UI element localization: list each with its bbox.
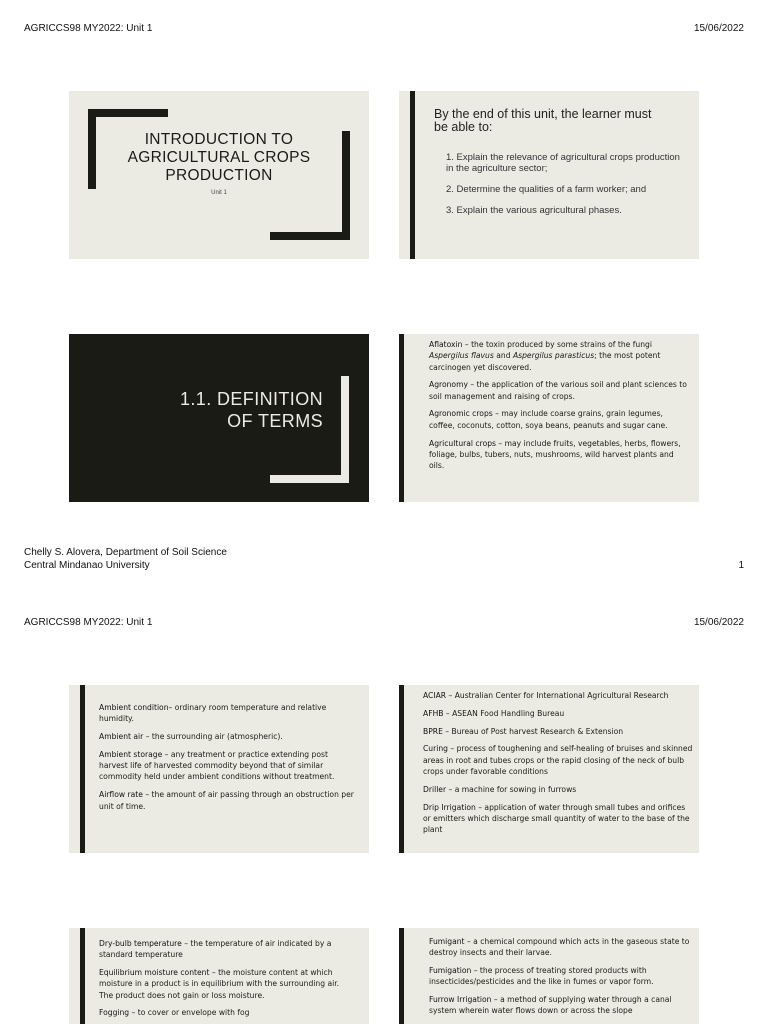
- terms-slide-4: [69, 928, 369, 1024]
- term-definition: – the toxin produced by some strains of the fungi: [462, 340, 652, 349]
- terms-slide-5: [399, 928, 699, 1024]
- term-item: [429, 936, 691, 959]
- slide-title-line3: PRODUCTION: [165, 167, 273, 184]
- term-name: Ambient condition: [99, 703, 169, 712]
- objectives-list: [446, 152, 681, 226]
- term-item: [99, 789, 354, 812]
- definition-slide: [69, 334, 369, 502]
- term-definition: and: [493, 351, 513, 361]
- terms-slide-2: [69, 685, 369, 853]
- term-item: [99, 1007, 354, 1018]
- term-name: Dry-bulb temperature: [99, 939, 182, 948]
- term-name: Airflow rate: [99, 790, 143, 800]
- slide-accent-bar: [80, 928, 85, 1024]
- term-item: [429, 994, 691, 1017]
- term-definition: – Australian Center for International Agricultural Research: [446, 691, 669, 700]
- term-definition: – Bureau of Post harvest Research & Extension: [442, 726, 624, 736]
- frame-horizontal-light: [270, 475, 349, 483]
- objective-item: 3. Explain the various agricultural phases.: [446, 205, 622, 216]
- term-definition: – to cover or envelope with fog: [129, 1008, 250, 1018]
- term-definition: – application of water through small tubes and orifices or emitters which discharge small quantity of water to the base of the plant: [423, 802, 690, 835]
- term-name: Agricultural crops: [429, 438, 496, 448]
- title-slide: [69, 91, 369, 259]
- term-name: Fumigant: [429, 937, 465, 946]
- term-name: Furrow Irrigation: [429, 995, 492, 1005]
- term-definition: – a chemical compound which acts in the gaseous state to destroy insects and their larvae.: [429, 937, 690, 958]
- term-italic: Aspergilus flavus: [429, 351, 494, 361]
- term-item: [429, 438, 691, 472]
- slide-title-line1: INTRODUCTION TO: [144, 131, 294, 148]
- term-definition: – the amount of air passing through an obstruction per unit of time.: [99, 790, 354, 811]
- term-definition: – the temperature of air indicated by a standard temperature: [99, 939, 332, 960]
- objectives-slide: [399, 91, 699, 259]
- term-definition: – a machine for sowing in furrows: [446, 784, 577, 794]
- term-name: Equilibrium moisture content: [99, 968, 210, 978]
- term-definition: – ASEAN Food Handling Bureau: [443, 708, 565, 718]
- terms-list: [99, 702, 354, 818]
- term-item: [99, 749, 354, 783]
- term-definition: ; the most potent carcinogen yet discovered.: [429, 351, 661, 372]
- frame-bottom-right-horizontal: [270, 232, 350, 240]
- term-definition: – may include coarse grains, grain legumes, coffee, coconuts, cotton, soya beans, peanuts and sugar cane.: [429, 409, 668, 430]
- term-name: Driller: [423, 784, 447, 794]
- term-item: [99, 938, 354, 961]
- objective-item: 1. Explain the relevance of agricultural crops production in the agriculture sector;: [446, 152, 680, 174]
- page1-footer-institution: Central Mindanao University: [24, 560, 150, 571]
- term-name: Agronomy: [429, 380, 468, 390]
- terms-list: [429, 936, 691, 1023]
- term-item: [423, 726, 695, 737]
- page1-header-left: AGRICCS98 MY2022: Unit 1: [24, 23, 153, 34]
- page2-header-left: AGRICCS98 MY2022: Unit 1: [24, 617, 153, 628]
- term-item: [429, 408, 691, 431]
- definition-title-line2: OF TERMS: [227, 411, 323, 431]
- term-definition: – the surrounding air (atmospheric).: [143, 732, 283, 742]
- term-definition: – a method of supplying water through a canal system wherein water flows down or across the slope: [429, 995, 672, 1016]
- term-item: [99, 967, 354, 1001]
- page1-footer-author: Chelly S. Alovera, Department of Soil Science: [24, 547, 227, 558]
- term-item: [423, 743, 695, 777]
- terms-slide-3: [399, 685, 699, 853]
- term-definition: – process of toughening and self-healing of bruises and skinned areas in root and tubes crops or the rapid closing of the neck of bulb crops under favorable conditions: [423, 744, 693, 776]
- slide-subtitle: Unit 1: [211, 190, 227, 196]
- slide-accent-bar: [399, 928, 404, 1024]
- term-name: Ambient storage: [99, 749, 163, 759]
- page1-header-right: 15/06/2022: [693, 23, 744, 34]
- term-name: Curing: [423, 744, 448, 754]
- slide-accent-bar: [410, 91, 415, 259]
- term-item: [423, 784, 695, 795]
- term-definition: – the application of the various soil and plant sciences to soil management and raising of crops.: [429, 380, 687, 401]
- frame-vertical-light: [341, 376, 349, 483]
- page-number: 1: [738, 560, 744, 571]
- term-name: Ambient air: [99, 732, 144, 742]
- term-name: Aflatoxin: [429, 340, 463, 349]
- term-name: Fumigation: [429, 966, 472, 976]
- objectives-heading: By the end of this unit, the learner must be able to:: [434, 107, 652, 134]
- term-name: BPRE: [423, 726, 443, 736]
- definition-title: [180, 388, 323, 432]
- slide-accent-bar: [399, 685, 404, 853]
- term-definition: – the process of treating stored products with insecticides/pesticides and the like in fumes or vapor form.: [429, 966, 654, 987]
- term-item: [99, 702, 354, 725]
- slide-title-line2: AGRICULTURAL CROPS: [127, 149, 311, 166]
- term-item: [429, 339, 691, 373]
- terms-slide-1: [399, 334, 699, 502]
- term-name: Agronomic crops: [429, 409, 493, 419]
- term-item: [423, 708, 695, 719]
- terms-list: [429, 339, 691, 478]
- term-item: [423, 690, 695, 701]
- term-italic: Aspergilus parasticus: [512, 351, 595, 361]
- slide-title: [69, 131, 369, 185]
- slide-accent-bar: [399, 334, 404, 502]
- term-name: ACIAR: [423, 691, 447, 700]
- definition-title-line1: 1.1. DEFINITION: [179, 389, 323, 409]
- objective-item: 2. Determine the qualities of a farm worker; and: [446, 184, 647, 195]
- term-item: [429, 965, 691, 988]
- term-name: Drip Irrigation: [423, 802, 476, 812]
- term-name: AFHB: [423, 708, 444, 718]
- slide-accent-bar: [80, 685, 85, 853]
- term-definition: – ordinary room temperature and relative humidity.: [99, 703, 327, 724]
- term-item: [429, 379, 691, 402]
- frame-top-left-horizontal: [88, 109, 168, 117]
- term-name: Fogging: [99, 1008, 130, 1018]
- terms-list: [423, 690, 695, 842]
- term-definition: – may include fruits, vegetables, herbs, flowers, foliage, bulbs, tubers, nuts, mushrooms, wild harvest plants and oils.: [429, 438, 681, 471]
- term-item: [423, 802, 695, 836]
- term-definition: – the moisture content at which moisture in a product is in equilibrium with the surrounding air. The product does not gain or loss moisture.: [99, 968, 340, 1000]
- term-definition: – any treatment or practice extending post harvest life of harvested commodity beyond that of similar commodity held under ambient conditions without treatment.: [99, 749, 335, 782]
- page2-header-right: 15/06/2022: [693, 617, 744, 628]
- term-item: [99, 731, 354, 742]
- terms-list: [99, 938, 354, 1024]
